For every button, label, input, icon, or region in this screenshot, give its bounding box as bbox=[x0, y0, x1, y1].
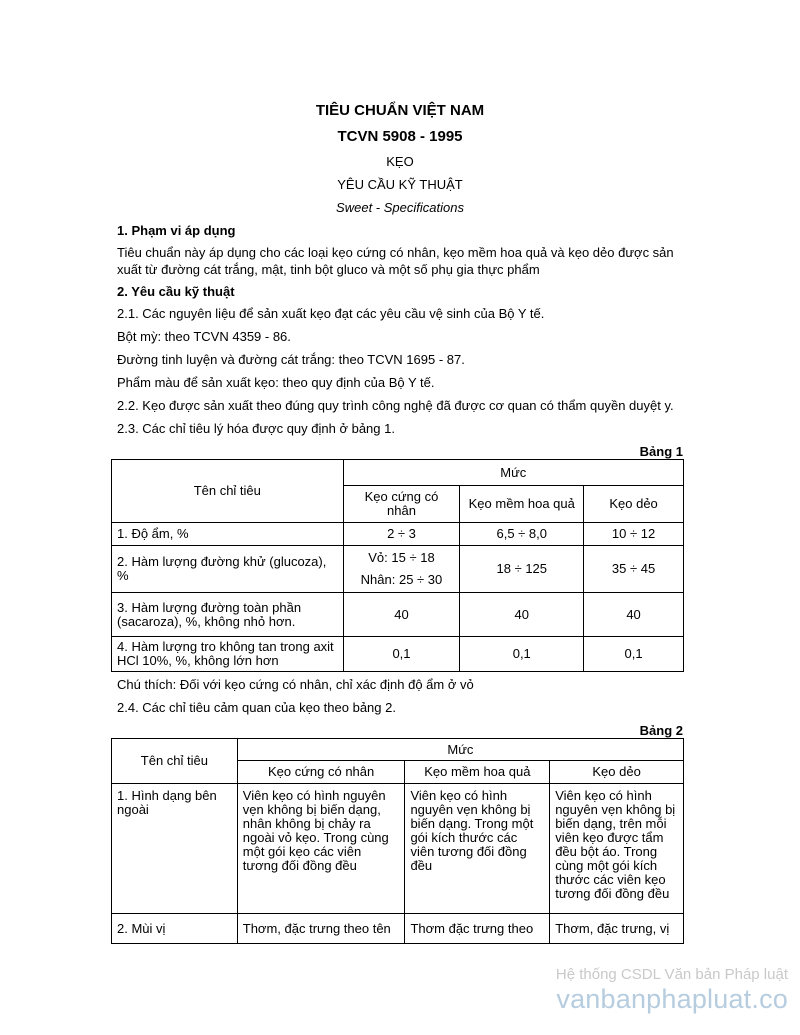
table1-header-level: Mức bbox=[343, 460, 683, 486]
table1-row4-name-line1: 4. Hàm lượng tro không tan trong axit bbox=[117, 639, 334, 654]
table1-row3-name bbox=[112, 593, 344, 637]
table2-row1-b-line: Viên kẹo có hình bbox=[410, 788, 508, 803]
table2 bbox=[111, 738, 684, 944]
table1-header-col-a bbox=[343, 486, 460, 523]
doc-title: TIÊU CHUẨN VIỆT NAM bbox=[315, 102, 485, 119]
table1-row2-a-line2: Nhân: 25 ÷ 30 bbox=[360, 572, 443, 587]
table-row bbox=[112, 914, 684, 944]
watermark-line2: vanbanphapluat.co bbox=[556, 984, 788, 1014]
table1-row2-a bbox=[343, 546, 460, 593]
table-row bbox=[112, 546, 684, 593]
table2-row1-a-line: Viên kẹo có hình nguyên bbox=[242, 788, 386, 803]
table2-row1-c-line: biến dạng, trên mỗi bbox=[555, 816, 667, 831]
section1-heading: 1. Phạm vi áp dụng bbox=[117, 223, 236, 238]
table1-row4-a: 0,1 bbox=[343, 637, 460, 672]
section2-p6: 2.3. Các chỉ tiêu lý hóa được quy định ở bảng 1. bbox=[117, 421, 395, 436]
table-row bbox=[112, 523, 684, 546]
table2-row1-c-line: tương đối đồng đều bbox=[555, 886, 670, 901]
table2-row2-name: 2. Mùi vị bbox=[112, 914, 238, 944]
table1-row4-name bbox=[112, 637, 344, 672]
table1-row4-c: 0,1 bbox=[584, 637, 684, 672]
table2-row1-name-line: 1. Hình dạng bên bbox=[117, 788, 217, 803]
table1-header-col-c: Kẹo dẻo bbox=[584, 486, 684, 523]
table2-header-level: Mức bbox=[237, 739, 683, 761]
section1-body-line1: Tiêu chuẩn này áp dụng cho các loại kẹo cứng có nhân, kẹo mềm hoa quả và kẹo dẻo được sản bbox=[117, 245, 674, 260]
table2-row1-a bbox=[237, 784, 405, 914]
table2-row1-b-line: nguyên vẹn không bị bbox=[410, 802, 531, 817]
table2-row1-c-line: nguyên vẹn không bị bbox=[555, 802, 676, 817]
table2-row1-b bbox=[405, 784, 550, 914]
table1-row3-name-line1: 3. Hàm lượng đường toàn phần bbox=[117, 599, 302, 615]
table1-header-name: Tên chỉ tiêu bbox=[112, 460, 344, 523]
table2-row2-a: Thơm, đặc trưng theo tên bbox=[237, 914, 405, 944]
table2-row2-b: Thơm đặc trưng theo bbox=[405, 914, 550, 944]
table2-row1-b-line: gói kích thước các bbox=[410, 830, 518, 845]
doc-subject: KẸO bbox=[386, 154, 414, 169]
table2-row1-b-line: biến dạng. Trong một bbox=[410, 816, 534, 831]
table1-row3-b: 40 bbox=[460, 593, 584, 637]
watermark-line1: Hệ thống CSDL Văn bản Pháp luật bbox=[555, 966, 788, 983]
table1-row4-b: 0,1 bbox=[460, 637, 584, 672]
table2-row1-a-line: một gói kẹo các viên bbox=[242, 844, 362, 859]
section2-p5: 2.2. Kẹo được sản xuất theo đúng quy trình công nghệ đã được cơ quan có thẩm quyền duyệt y. bbox=[117, 398, 674, 413]
section2-p7: 2.4. Các chỉ tiêu cảm quan của kẹo theo bảng 2. bbox=[117, 700, 396, 715]
table2-row1-c-line: viên kẹo được tẩm bbox=[555, 830, 664, 845]
section2-p1: 2.1. Các nguyên liệu để sản xuất kẹo đạt các yêu cầu vệ sinh của Bộ Y tế. bbox=[117, 306, 545, 321]
table2-header-col-a: Kẹo cứng có nhân bbox=[237, 761, 405, 784]
table1-row1-c: 10 ÷ 12 bbox=[584, 523, 684, 546]
table2-row1-a-line: vẹn không bị biến dạng, bbox=[242, 802, 381, 817]
doc-subtitle: YÊU CẦU KỸ THUẬT bbox=[337, 177, 463, 192]
table1-header-col-b: Kẹo mềm hoa quả bbox=[460, 486, 584, 523]
table1 bbox=[111, 459, 684, 672]
table1-row2-name-line1: 2. Hàm lượng đường khử (glucoza), bbox=[117, 554, 327, 569]
table2-row1-c-line: cùng một gói kích bbox=[555, 858, 658, 873]
table2-row1-c-line: Viên kẹo có hình bbox=[555, 788, 652, 803]
table2-row1-name bbox=[112, 784, 238, 914]
table1-row3-c: 40 bbox=[584, 593, 684, 637]
table2-row1-a-line: nhân không bị chảy ra bbox=[242, 816, 371, 831]
table2-header-col-c: Kẹo dẻo bbox=[550, 761, 684, 784]
table2-row1-a-line: tương đối đồng đều bbox=[242, 858, 357, 873]
table2-header-name: Tên chỉ tiêu bbox=[112, 739, 238, 784]
table2-row1-a-line: ngoài vỏ kẹo. Trong cùng bbox=[242, 830, 389, 845]
table1-row2-c: 35 ÷ 45 bbox=[584, 546, 684, 593]
table-row bbox=[112, 784, 684, 914]
section2-p2: Bột mỳ: theo TCVN 4359 - 86. bbox=[117, 329, 291, 344]
table1-row3-name-line2: (sacaroza), %, không nhỏ hơn. bbox=[117, 613, 296, 629]
table1-caption: Bảng 1 bbox=[639, 444, 683, 459]
table1-row4-name-line2: HCl 10%, %, không lớn hơn bbox=[117, 653, 279, 668]
table1-row1-a: 2 ÷ 3 bbox=[343, 523, 460, 546]
table2-caption: Bảng 2 bbox=[639, 723, 683, 738]
table2-row1-c bbox=[550, 784, 684, 914]
table1-row2-a-line1: Vỏ: 15 ÷ 18 bbox=[368, 550, 435, 565]
doc-code: TCVN 5908 - 1995 bbox=[337, 128, 463, 145]
table1-row2-name-line2: % bbox=[117, 568, 129, 583]
table-row bbox=[112, 637, 684, 672]
table1-header-col-a-line1: Kẹo cứng có bbox=[364, 489, 439, 504]
table1-row2-b: 18 ÷ 125 bbox=[460, 546, 584, 593]
section1-body-line2: xuất từ đường cát trắng, mật, tinh bột gluco và một số phụ gia thực phẩm bbox=[117, 262, 540, 277]
table1-row2-name bbox=[112, 546, 344, 593]
table1-row1-b: 6,5 ÷ 8,0 bbox=[460, 523, 584, 546]
table1-row3-a: 40 bbox=[343, 593, 460, 637]
table2-row1-b-line: đều bbox=[410, 858, 433, 873]
table2-row1-c-line: đều bột áo. Trong bbox=[555, 844, 658, 859]
table1-row1-name: 1. Độ ẩm, % bbox=[112, 523, 344, 546]
section2-p3: Đường tinh luyện và đường cát trắng: theo TCVN 1695 - 87. bbox=[117, 352, 465, 367]
section2-heading: 2. Yêu cầu kỹ thuật bbox=[117, 284, 235, 299]
table1-header-col-a-line2: nhân bbox=[387, 503, 416, 518]
section2-p4: Phẩm màu để sản xuất kẹo: theo quy định của Bộ Y tế. bbox=[117, 375, 435, 390]
table2-row2-c: Thơm, đặc trưng, vị bbox=[550, 914, 684, 944]
table2-header-col-b: Kẹo mềm hoa quả bbox=[405, 761, 550, 784]
table2-row1-name-line: ngoài bbox=[117, 802, 149, 817]
doc-english-title: Sweet - Specifications bbox=[336, 200, 464, 215]
table1-note: Chú thích: Đối với kẹo cứng có nhân, chỉ xác định độ ẩm ở vỏ bbox=[117, 677, 474, 692]
table-row bbox=[112, 593, 684, 637]
table2-row1-b-line: viên tương đối đồng bbox=[410, 844, 527, 859]
table2-row1-c-line: thước các viên kẹo bbox=[555, 872, 666, 887]
